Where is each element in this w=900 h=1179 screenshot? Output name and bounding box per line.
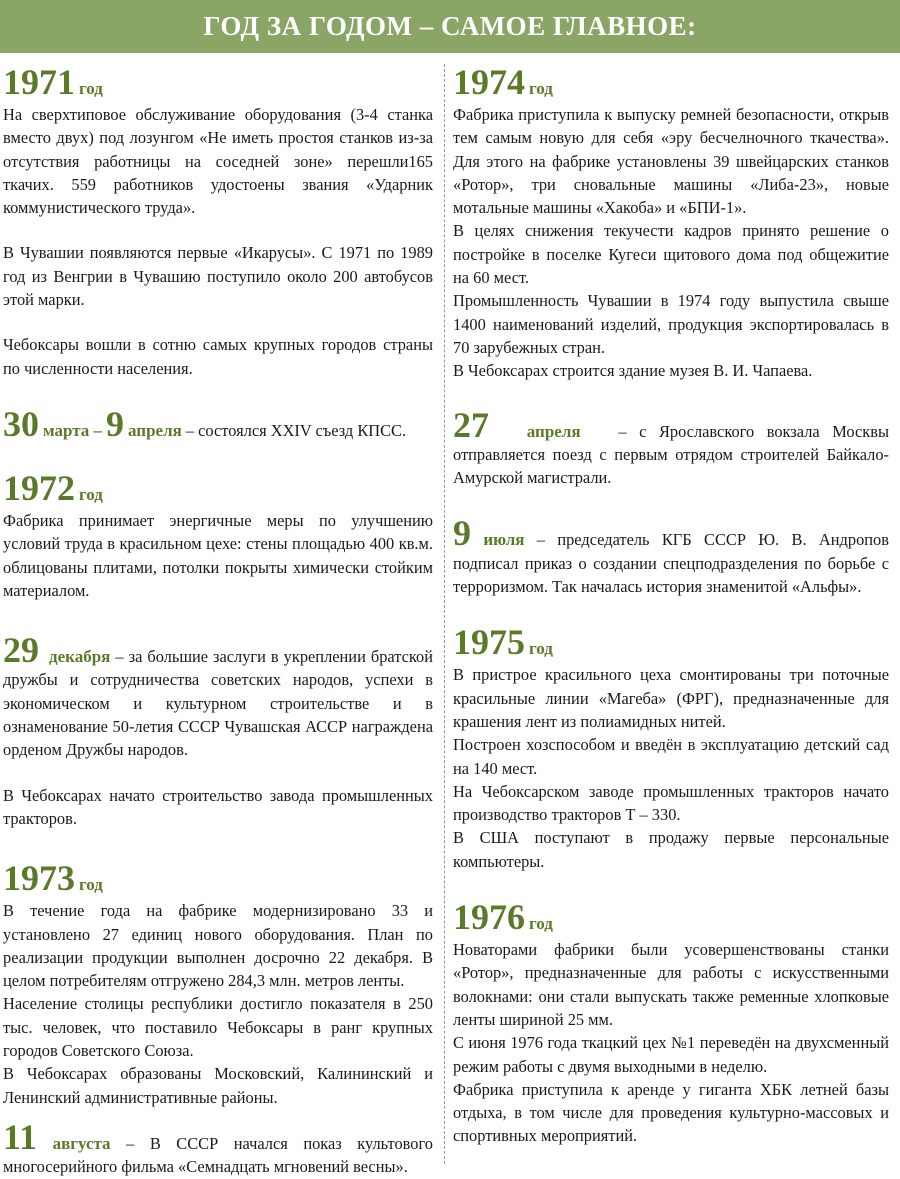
paragraph: Фабрика приступила к выпуску ремней безопасности, открыв тем самым новую для себя «эру бесчелночного ткачества». Для этого на фабрике установлены 39 швейцарских станков «Ротор», три сновальные машины «Либа-23», новые мотальные машины «Хакоба» и «БПИ-1». bbox=[453, 105, 889, 218]
title-banner bbox=[0, 0, 900, 53]
year-heading-1973: 1973 год bbox=[3, 858, 103, 899]
paragraph: В Чувашии появляются первые «Икарусы». С 1971 по 1989 год из Венгрии в Чувашию поступило около 200 автобусов этой марки. bbox=[3, 243, 433, 310]
paragraph: С июня 1976 года ткацкий цех №1 переведён на двухсменный режим работы с двумя выходными в неделю. bbox=[453, 1033, 889, 1076]
paragraph: В Чебоксарах образованы Московский, Калининский и Ленинский административные районы. bbox=[3, 1064, 433, 1107]
right-column bbox=[453, 64, 889, 1148]
column-divider bbox=[444, 64, 445, 1164]
paragraph: Чебоксары вошли в сотню самых крупных городов страны по численности населения. bbox=[3, 335, 433, 378]
year-heading-1975: 1975 год bbox=[453, 622, 553, 663]
year-heading-1976: 1976 год bbox=[453, 897, 553, 938]
paragraph: Население столицы республики достигло показателя в 250 тыс. человек, что поставило Чебоксары в ранг крупных городов Советского Союза. bbox=[3, 994, 433, 1061]
paragraph: Фабрика приступила к аренде у гиганта ХБК летней базы отдыха, в том числе для проведения культурно-массовых и спортивных мероприятий. bbox=[453, 1079, 889, 1146]
year-heading-1972: 1972 год bbox=[3, 467, 103, 508]
paragraph: В целях снижения текучести кадров принято решение о постройке в поселке Кугеси щитового дома под общежитие на 60 мест. bbox=[453, 221, 889, 288]
year-heading-1974: 1974 год bbox=[453, 62, 553, 102]
paragraph: В Чебоксарах начато строительство завода промышленных тракторов. bbox=[3, 785, 433, 828]
paragraph: Промышленность Чувашии в 1974 году выпустила свыше 1400 наименований изделий, продукция экспортировалась в 70 зарубежных стран. bbox=[453, 291, 889, 357]
paragraph: Новаторами фабрики были усовершенствованы станки «Ротор», предназначенные для работы с искусственными волокнами: они стали выпускать также ременные хлопковые ленты шириной 25 мм. bbox=[453, 940, 889, 1029]
paragraph: В пристрое красильного цеха смонтированы три поточные красильные линии «Магеба» (ФРГ), предназначенные для крашения лент из полиамидных нитей. bbox=[453, 665, 889, 731]
paragraph: На сверхтиповое обслуживание оборудования (3-4 станка вместо двух) под лозунгом «Не иметь простоя станков из-за отсутствия работницы на соседней зоне» перешли165 ткачих. 559 работников удостоены звания «Ударник коммунистического труда». bbox=[3, 105, 433, 218]
paragraph: На Чебоксарском заводе промышленных тракторов начато производство тракторов Т – 330. bbox=[453, 781, 889, 825]
event-paragraph: 29 декабря – за большие заслуги в укреплении братской дружбы и сотрудничества советских народов, успехи в экономическом и культурном строительстве и в ознаменование 50-летия СССР Чувашская АССР награждена орденом Дружбы народов. bbox=[3, 630, 433, 760]
page-title: ГОД ЗА ГОДОМ – САМОЕ ГЛАВНОЕ: bbox=[203, 11, 697, 41]
event-paragraph: 11 августа – В СССР начался показ культового многосерийного фильма «Семнадцать мгновений весны». bbox=[3, 1116, 433, 1177]
paragraph: В США поступают в продажу первые персональные компьютеры. bbox=[453, 828, 889, 871]
year-heading-1971: 1971 год bbox=[3, 62, 103, 102]
paragraph: В течение года на фабрике модернизировано 33 и установлено 27 единиц нового оборудования. План по реализации продукции выполнен досрочно 22 декабря. В целом потребителям отгружено 284,3 млн. метров ленты. bbox=[3, 901, 433, 991]
paragraph: В Чебоксарах строится здание музея В. И. Чапаева. bbox=[453, 361, 813, 381]
event-paragraph: 9 июля – председатель КГБ СССР Ю. В. Андропов подписал приказ о создании спецподразделения по борьбе с терроризмом. Так началась история знаменитой «Альфы». bbox=[453, 513, 889, 597]
event-paragraph: 27 апреля – с Ярославского вокзала Москвы отправляется поезд с первым отрядом строителей Байкало-Амурской магистрали. bbox=[453, 404, 889, 488]
left-column bbox=[3, 64, 433, 1179]
paragraph: Фабрика принимает энергичные меры по улучшению условий труда в красильном цехе: стены площадью 400 кв.м. облицованы плитами, потолки покрыты химически стойким материалом. bbox=[3, 510, 433, 600]
event-heading-congress: 30 марта – 9 апреля – состоялся XXIV съезд КПСС. bbox=[3, 403, 407, 444]
paragraph: Построен хозспособом и введён в эксплуатацию детский сад на 140 мест. bbox=[453, 735, 889, 778]
